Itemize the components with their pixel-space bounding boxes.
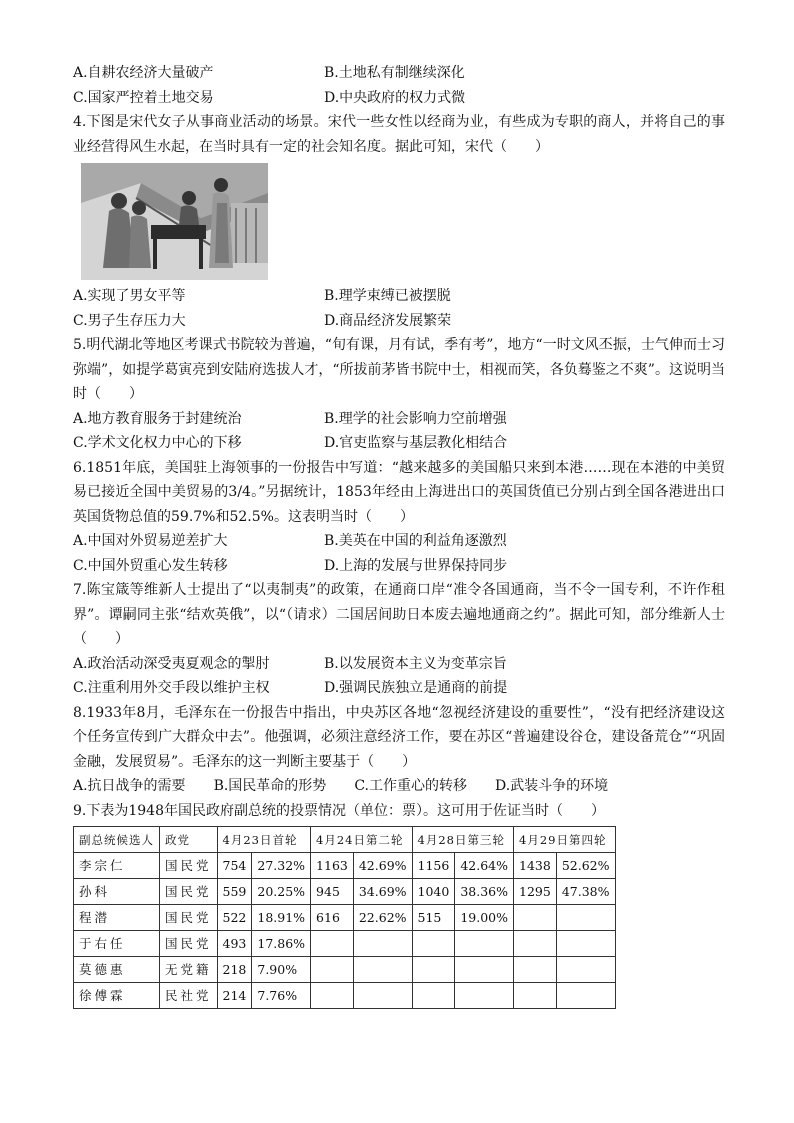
percent: 34.69% (353, 879, 412, 905)
table-row (74, 853, 616, 879)
illustration-image-icon (81, 163, 268, 280)
table-row (74, 905, 616, 931)
votes: 1438 (514, 853, 557, 879)
votes (412, 983, 455, 1009)
percent: 42.64% (455, 853, 514, 879)
q6-option-c[interactable]: C.中国外贸重心发生转移 (73, 557, 228, 574)
q8-option-a[interactable]: A.抗日战争的需要 (73, 778, 186, 794)
q5-option-a[interactable]: A.地方教育服务于封建统治 (73, 410, 242, 427)
q6-option-a[interactable]: A.中国对外贸易逆差扩大 (73, 533, 228, 549)
percent (455, 983, 514, 1009)
header-candidate: 副总统候选人 (74, 827, 160, 853)
votes (311, 957, 354, 983)
q7-option-d[interactable]: D.强调民族独立是通商的前提 (324, 680, 508, 696)
percent: 7.90% (252, 957, 311, 983)
candidate-party: 国民党 (160, 853, 218, 879)
percent (455, 931, 514, 957)
candidate-party: 国民党 (160, 905, 218, 931)
percent (556, 905, 615, 931)
q7-option-c[interactable]: C.注重利用外交手段以维护主权 (73, 680, 270, 696)
votes (514, 931, 557, 957)
percent: 20.25% (252, 879, 311, 905)
candidate-name: 徐傅霖 (74, 983, 160, 1009)
percent: 27.32% (252, 853, 311, 879)
candidate-party: 民社党 (160, 983, 218, 1009)
exam-page (73, 61, 725, 1009)
votes: 1040 (412, 879, 455, 905)
candidate-party: 国民党 (160, 931, 218, 957)
percent (455, 957, 514, 983)
candidate-name: 孙科 (74, 879, 160, 905)
votes (514, 957, 557, 983)
q7-options (73, 652, 725, 701)
table-row (74, 931, 616, 957)
q8-stem: 8.1933年8月，毛泽东在一份报告中指出，中央苏区各地“忽视经济建设的重要性”，“没有把经济建设这个任务宣传到广大群众中去”。他强调，必须注意经济工作，要在苏区“普遍建设谷仓，建设备荒仓”“巩固金融，发展贸易”。毛泽东的这一判断主要基于（ ） (73, 704, 725, 770)
table-row (74, 957, 616, 983)
percent (556, 983, 615, 1009)
percent: 22.62% (353, 905, 412, 931)
candidate-name: 程潜 (74, 905, 160, 931)
votes (412, 957, 455, 983)
q6-option-b[interactable]: B.美英在中国的利益角逐激烈 (324, 533, 507, 549)
percent (353, 957, 412, 983)
q8-option-c[interactable]: C.工作重心的转移 (354, 778, 467, 794)
q4-option-a[interactable]: A.实现了男女平等 (73, 288, 186, 304)
percent (556, 931, 615, 957)
header-round-4: 4月29日第四轮 (514, 827, 615, 853)
votes: 1163 (311, 853, 354, 879)
q7-option-a[interactable]: A.政治活动深受夷夏观念的掣肘 (73, 655, 270, 672)
q4-option-d[interactable]: D.商品经济发展繁荣 (324, 312, 452, 329)
q9-stem: 9.下表为1948年国民政府副总统的投票情况（单位：票）。这可用于佐证当时（ ） (73, 802, 605, 819)
percent: 38.36% (455, 879, 514, 905)
q3-option-b[interactable]: B.土地私有制继续深化 (324, 65, 465, 81)
votes: 559 (217, 879, 252, 905)
header-round-2: 4月24日第二轮 (311, 827, 412, 853)
percent (556, 957, 615, 983)
percent: 17.86% (252, 931, 311, 957)
votes: 522 (217, 905, 252, 931)
votes: 616 (311, 905, 354, 931)
song-women-merchants-illustration (81, 163, 268, 280)
q6-option-d[interactable]: D.上海的发展与世界保持同步 (324, 557, 508, 574)
vote-table (73, 826, 616, 1009)
votes (412, 931, 455, 957)
q8-option-d[interactable]: D.武装斗争的环境 (494, 778, 609, 794)
q5-stem: 5.明代湖北等地区考课式书院较为普遍，“旬有课，月有试，季有考”，地方“一时文风丕振，士气伸而士习弥端”，如提学葛寅亮到安陆府选拔人才，“所拔前茅皆书院中士，相视而笑，各负蓦鉴之不爽”。这说明当时（ ） (73, 337, 725, 402)
table-row (74, 983, 616, 1009)
votes: 945 (311, 879, 354, 905)
q6-stem: 6.1851年底，美国驻上海领事的一份报告中写道：“越来越多的美国船只来到本港……现在本港的中美贸易已接近全国中美贸易的3/4。”另据统计，1853年经由上海进出口的英国货值已分别占到全国各港进出口英国货物总值的59.7%和52.5%。这表明当时（ ） (73, 459, 725, 525)
candidate-name: 于右任 (74, 931, 160, 957)
header-round-3: 4月28日第三轮 (412, 827, 513, 853)
percent: 18.91% (252, 905, 311, 931)
q8-option-b[interactable]: B.国民革命的形势 (213, 778, 327, 794)
q6-options (73, 529, 725, 578)
header-round-1: 4月23日首轮 (217, 827, 311, 853)
q5-option-d[interactable]: D.官吏监察与基层教化相结合 (324, 435, 508, 451)
candidate-party: 无党籍 (160, 957, 218, 983)
candidate-name: 莫德惠 (74, 957, 160, 983)
votes: 493 (217, 931, 252, 957)
q3-option-a[interactable]: A.自耕农经济大量破产 (73, 65, 214, 81)
percent (353, 931, 412, 957)
q3-option-c[interactable]: C.国家严控着土地交易 (73, 89, 214, 106)
q4-stem: 4.下图是宋代女子从事商业活动的场景。宋代一些女性以经商为业，有些成为专职的商人，并将自己的事业经营得风生水起，在当时具有一定的社会知名度。据此可知，宋代（ ） (73, 114, 725, 155)
q3-option-d[interactable]: D.中央政府的权力式微 (324, 89, 466, 106)
percent: 19.00% (455, 905, 514, 931)
votes: 754 (217, 853, 252, 879)
q8-options (73, 774, 725, 799)
votes: 1156 (412, 853, 455, 879)
percent: 47.38% (556, 879, 615, 905)
votes (514, 905, 557, 931)
vote-table-header-row (74, 827, 616, 853)
votes: 218 (217, 957, 252, 983)
q4-option-c[interactable]: C.男子生存压力大 (73, 312, 186, 329)
q5-option-b[interactable]: B.理学的社会影响力空前增强 (324, 410, 507, 427)
candidate-name: 李宗仁 (74, 853, 160, 879)
q4-option-b[interactable]: B.理学束缚已被摆脱 (324, 288, 451, 304)
votes: 515 (412, 905, 455, 931)
percent: 52.62% (556, 853, 615, 879)
q7-option-b[interactable]: B.以发展资本主义为变革宗旨 (324, 655, 507, 672)
votes (514, 983, 557, 1009)
table-row (74, 879, 616, 905)
percent (353, 983, 412, 1009)
q5-options (73, 407, 725, 456)
q4-options (73, 284, 725, 333)
header-party: 政党 (160, 827, 218, 853)
percent: 42.69% (353, 853, 412, 879)
candidate-party: 国民党 (160, 879, 218, 905)
percent: 7.76% (252, 983, 311, 1009)
votes: 214 (217, 983, 252, 1009)
votes (311, 983, 354, 1009)
q5-option-c[interactable]: C.学术文化权力中心的下移 (73, 435, 242, 451)
q3-options (73, 61, 725, 110)
votes (311, 931, 354, 957)
q7-stem: 7.陈宝箴等维新人士提出了“以夷制夷”的政策，在通商口岸“准令各国通商，当不令一国专利，不许作租界”。谭嗣同主张“结欢英俄”，以“（请求）二国居间助日本废去遍地通商之约”。据此可知，部分维新人士（ ） (73, 582, 725, 647)
votes: 1295 (514, 879, 557, 905)
